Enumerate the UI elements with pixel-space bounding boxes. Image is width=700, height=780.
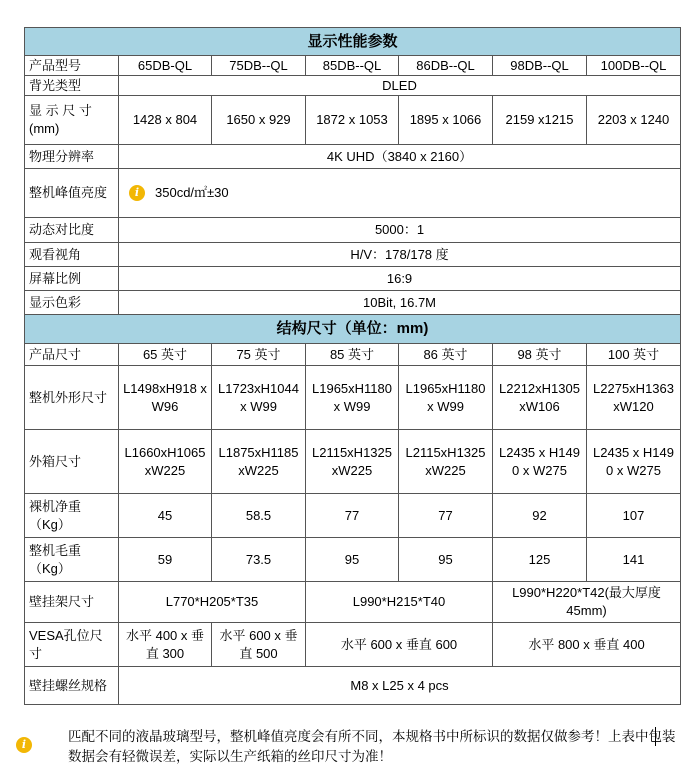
- cell: L2115xH1325xW225: [399, 430, 493, 494]
- row-label: 整机峰值亮度: [25, 169, 119, 218]
- cell: 4K UHD（3840 x 2160）: [119, 145, 681, 169]
- cell: M8 x L25 x 4 pcs: [119, 667, 681, 705]
- resolution-row: [25, 145, 681, 169]
- cell: 2159 x1215: [493, 96, 587, 145]
- box-row: [25, 430, 681, 494]
- model-row: [25, 56, 681, 76]
- cell: L1660xH1065xW225: [119, 430, 212, 494]
- cell: 95: [399, 538, 493, 582]
- bracket-row: [25, 582, 681, 623]
- vesa-row: [25, 623, 681, 667]
- gross-weight-row: [25, 538, 681, 582]
- cell: 100DB--QL: [587, 56, 681, 76]
- cell: 16:9: [119, 267, 681, 291]
- row-label: 背光类型: [25, 76, 119, 96]
- cell: 58.5: [212, 494, 306, 538]
- cell: 75 英寸: [212, 344, 306, 366]
- ratio-row: [25, 267, 681, 291]
- brightness-value: 350cd/㎡±30: [155, 185, 229, 200]
- info-icon: i: [16, 737, 32, 753]
- cell: 1428 x 804: [119, 96, 212, 145]
- contrast-row: [25, 218, 681, 243]
- row-label: 屏幕比例: [25, 267, 119, 291]
- cell: 77: [306, 494, 399, 538]
- outline-row: [25, 366, 681, 430]
- cell: DLED: [119, 76, 681, 96]
- cell: 59: [119, 538, 212, 582]
- row-label: VESA孔位尺寸: [25, 623, 119, 667]
- row-label: 产品型号: [25, 56, 119, 76]
- cell: 45: [119, 494, 212, 538]
- cell: L1875xH1185xW225: [212, 430, 306, 494]
- cell: L1498xH918 x W96: [119, 366, 212, 430]
- disclaimer-note: [16, 727, 686, 767]
- info-icon: i: [129, 185, 145, 201]
- product-size-row: [25, 344, 681, 366]
- cell: 10Bit, 16.7M: [119, 291, 681, 315]
- brightness-row: [25, 169, 681, 218]
- cell: 85 英寸: [306, 344, 399, 366]
- cell: L1723xH1044 x W99: [212, 366, 306, 430]
- cell: 98 英寸: [493, 344, 587, 366]
- row-label: 整机外形尺寸: [25, 366, 119, 430]
- row-label: 裸机净重（Kg）: [25, 494, 119, 538]
- color-row: [25, 291, 681, 315]
- row-label: 物理分辨率: [25, 145, 119, 169]
- row-label: 整机毛重（Kg）: [25, 538, 119, 582]
- cell: 2203 x 1240: [587, 96, 681, 145]
- cell: 水平 600 x 垂直 600: [306, 623, 493, 667]
- cell: 水平 800 x 垂直 400: [493, 623, 681, 667]
- cell: 125: [493, 538, 587, 582]
- note-text: 匹配不同的液晶玻璃型号，整机峰值亮度会有所不同，本规格书中所标识的数据仅做参考！上表中包装数据会有轻微误差，实际以生产纸箱的丝印尺寸为准！: [68, 729, 676, 764]
- screw-row: [25, 667, 681, 705]
- cell: 73.5: [212, 538, 306, 582]
- cell: 5000：1: [119, 218, 681, 243]
- cell: L770*H205*T35: [119, 582, 306, 623]
- structure-section-header: 结构尺寸（单位：mm): [25, 315, 681, 344]
- cell: L1965xH1180 x W99: [399, 366, 493, 430]
- cell: 98DB--QL: [493, 56, 587, 76]
- backlight-row: [25, 76, 681, 96]
- cell: 85DB--QL: [306, 56, 399, 76]
- row-label: 外箱尺寸: [25, 430, 119, 494]
- cell: 1650 x 929: [212, 96, 306, 145]
- cell: 100 英寸: [587, 344, 681, 366]
- cell: 1895 x 1066: [399, 96, 493, 145]
- cell: L990*H215*T40: [306, 582, 493, 623]
- cell: L2435 x H1490 x W275: [493, 430, 587, 494]
- viewing-row: [25, 243, 681, 267]
- cell: 水平 400 x 垂直 300: [119, 623, 212, 667]
- cell: 1872 x 1053: [306, 96, 399, 145]
- cell: L2212xH1305xW106: [493, 366, 587, 430]
- cell: 86 英寸: [399, 344, 493, 366]
- cell: 95: [306, 538, 399, 582]
- row-label: 显示色彩: [25, 291, 119, 315]
- cell: 92: [493, 494, 587, 538]
- cell: L990*H220*T42(最大厚度45mm): [493, 582, 681, 623]
- cell: [119, 169, 681, 218]
- cell: 75DB--QL: [212, 56, 306, 76]
- cell: 水平 600 x 垂直 500: [212, 623, 306, 667]
- size-row: [25, 96, 681, 145]
- spec-table: [24, 27, 681, 705]
- cell: L2435 x H1490 x W275: [587, 430, 681, 494]
- cell: L1965xH1180 x W99: [306, 366, 399, 430]
- cell: H/V：178/178 度: [119, 243, 681, 267]
- cell: 65 英寸: [119, 344, 212, 366]
- row-label: 观看视角: [25, 243, 119, 267]
- display-section-header: 显示性能参数: [25, 28, 681, 56]
- row-label: 动态对比度: [25, 218, 119, 243]
- cell: 141: [587, 538, 681, 582]
- row-label: 显 示 尺 寸 (mm): [25, 96, 119, 145]
- row-label: 壁挂螺丝规格: [25, 667, 119, 705]
- row-label: 产品尺寸: [25, 344, 119, 366]
- cell: L2115xH1325xW225: [306, 430, 399, 494]
- row-label: 壁挂架尺寸: [25, 582, 119, 623]
- cell: 107: [587, 494, 681, 538]
- net-weight-row: [25, 494, 681, 538]
- cell: L2275xH1363xW120: [587, 366, 681, 430]
- cell: 65DB-QL: [119, 56, 212, 76]
- cell: 77: [399, 494, 493, 538]
- cell: 86DB--QL: [399, 56, 493, 76]
